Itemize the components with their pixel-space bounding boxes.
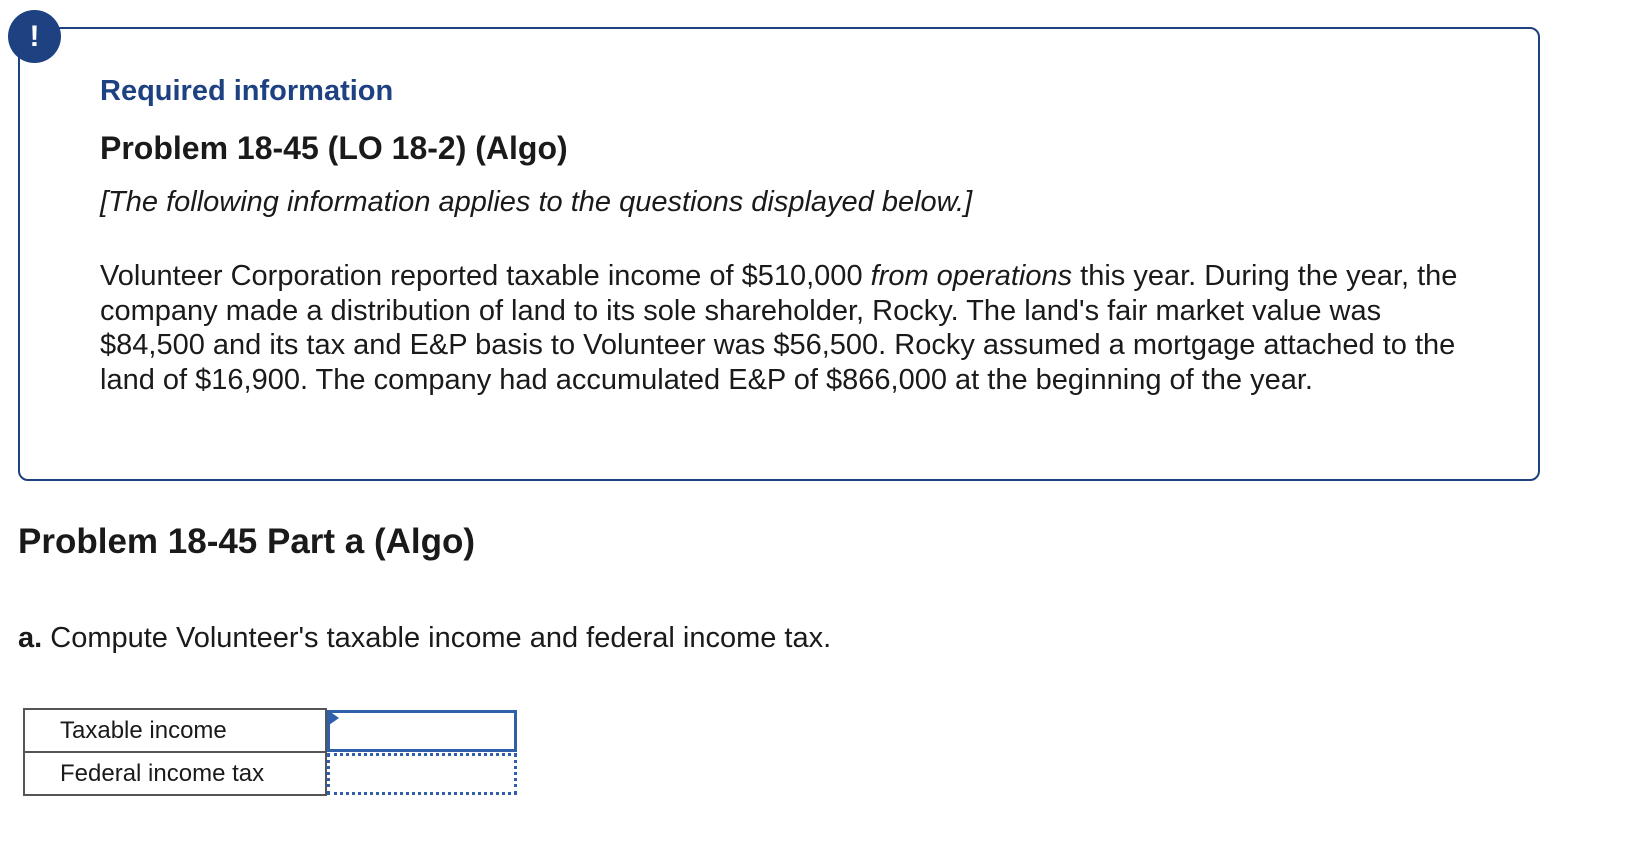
problem-description-part1: Volunteer Corporation reported taxable income of $510,000	[100, 260, 871, 292]
active-field-marker-icon	[329, 711, 339, 725]
question-text	[18, 622, 831, 655]
taxable-income-input[interactable]	[327, 710, 517, 752]
problem-description-part2: this year. During the year, the company made a distribution of land to its sole shareholder, Rocky. The land's fair market value was $84,500 and its tax and E&P basis to Volunteer was $56,500. Rocky assumed a mortgage attached to the land of $16,900. The company had accumulated E&P of $866,000 at the beginning of the year.	[100, 260, 1458, 396]
applies-note: [The following information applies to the questions displayed below.]	[100, 186, 973, 218]
federal-income-tax-input[interactable]	[327, 753, 517, 795]
taxable-income-label: Taxable income	[24, 709, 326, 752]
question-prefix: a.	[18, 622, 43, 654]
federal-income-tax-cell	[326, 752, 518, 795]
exclamation-icon: !	[8, 10, 61, 63]
problem-description	[100, 259, 1490, 397]
federal-income-tax-label: Federal income tax	[24, 752, 326, 795]
required-information-heading: Required information	[100, 75, 394, 107]
part-title: Problem 18-45 Part a (Algo)	[18, 522, 476, 561]
question-body: Compute Volunteer's taxable income and federal income tax.	[42, 622, 832, 654]
table-row	[24, 752, 518, 795]
problem-title: Problem 18-45 (LO 18-2) (Algo)	[100, 130, 568, 166]
table-row	[24, 709, 518, 752]
answer-table	[23, 708, 519, 796]
taxable-income-cell	[326, 709, 518, 752]
problem-description-emphasis: from operations	[870, 260, 1073, 292]
